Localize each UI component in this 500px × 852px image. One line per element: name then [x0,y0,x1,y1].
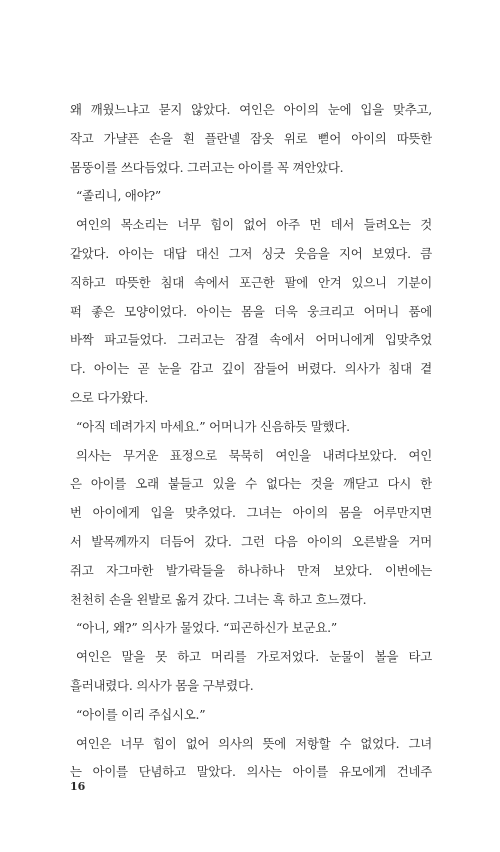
text-line: 흘러내렸다. 의사가 몸을 구부렸다. [70,677,254,693]
text-line: 여인은 너무 힘이 없어 의사의 뜻에 저항할 수 없었다. 그녀 [76,735,432,751]
text-line: 으로 다가왔다. [70,389,149,405]
text-line: 서 발목께까지 더듬어 갔다. 그런 다음 아이의 오른발을 거머 [70,533,432,549]
text-line: 천천히 손을 왼발로 옮겨 갔다. 그녀는 흑 하고 흐느꼈다. [70,591,367,607]
text-line: 퍽 좋은 모양이었다. 아이는 몸을 더욱 웅크리고 어머니 품에 [70,303,432,319]
text-line: 다. 아이는 곧 눈을 감고 깊이 잠들어 버렸다. 의사가 침대 곁 [70,361,432,377]
text-line: “아직 데려가지 마세요.” 어머니가 신음하듯 말했다. [76,418,350,434]
text-line: “졸리니, 애야?” [76,188,162,204]
text-line: 직하고 따뜻한 침대 속에서 포근한 팔에 안겨 있으니 기분이 [70,274,432,290]
text-line: 은 아이를 오래 붙들고 있을 수 없다는 것을 깨닫고 다시 한 [70,476,432,492]
text-line: 의사는 무거운 표정으로 묵묵히 여인을 내려다보았다. 여인 [76,447,432,463]
text-line: 번 아이에게 입을 맞추었다. 그녀는 아이의 몸을 어루만지면 [70,505,432,521]
text-line: 몸뚱이를 쓰다듬었다. 그러고는 아이를 꼭 껴안았다. [70,159,344,175]
text-line: 쥐고 자그마한 발가락들을 하나하나 만져 보았다. 이번에는 [70,562,432,578]
text-line: 같았다. 아이는 대답 대신 그저 싱긋 웃음을 지어 보였다. 큼 [70,245,432,261]
text-line: 여인은 말을 못 하고 머리를 가로저었다. 눈물이 볼을 타고 [76,649,432,665]
body-text [70,96,432,787]
text-line: 바짝 파고들었다. 그러고는 잠결 속에서 어머니에게 입맞추었 [70,332,432,348]
text-line: 왜 깨웠느냐고 묻지 않았다. 여인은 아이의 눈에 입을 맞추고, [70,102,432,117]
text-line: “아니, 왜?” 의사가 물었다. “피곤하신가 보군요.” [76,620,337,636]
text-line: 는 아이를 단념하고 말았다. 의사는 아이를 유모에게 건네주 [70,764,432,780]
text-line: “아이를 이리 주십시오.” [76,706,206,722]
page-number: 16 [70,780,86,793]
text-line: 여인의 목소리는 너무 힘이 없어 아주 먼 데서 들려오는 것 [76,217,432,233]
text-line: 작고 가냘픈 손을 흰 플란넬 잠옷 위로 뻗어 아이의 따뜻한 [70,130,432,146]
